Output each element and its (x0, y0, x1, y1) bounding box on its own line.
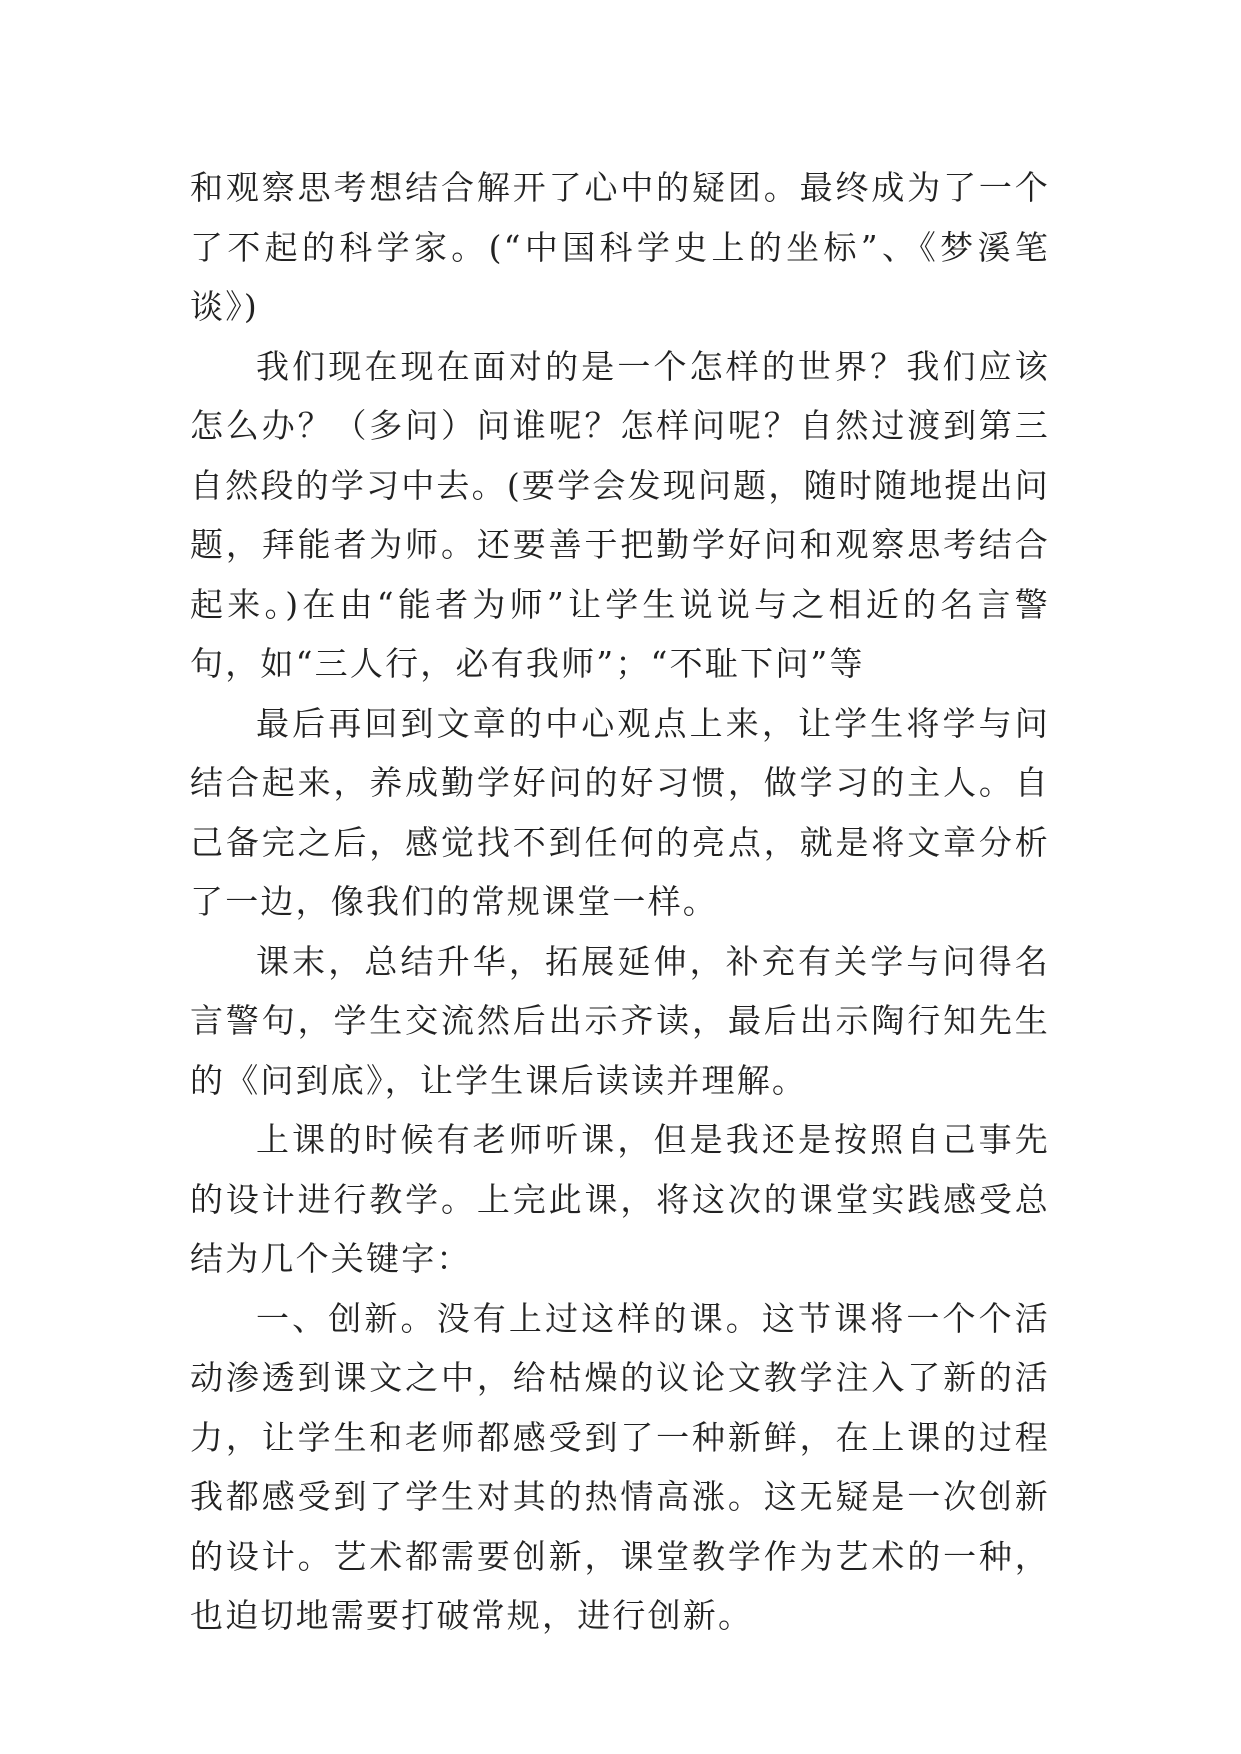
paragraph-continued: 和观察思考想结合解开了心中的疑团。最终成为了一个了不起的科学家。(“中国科学史上的坐标”、《梦溪笔谈》) (190, 168, 1050, 326)
paragraph: 上课的时候有老师听课，但是我还是按照自己事先的设计进行教学。上完此课，将这次的课堂实践感受总结为几个关键字： (190, 1120, 1050, 1278)
paragraph: 我们现在现在面对的是一个怎样的世界？我们应该怎么办？（多问）问谁呢？怎样问呢？自然过渡到第三自然段的学习中去。(要学会发现问题，随时随地提出问题，拜能者为师。还要善于把勤学好问和观察思考结合起来。)在由“能者为师”让学生说说与之相近的名言警句，如“三人行，必有我师”；“不耻下问”等 (190, 346, 1050, 683)
paragraph: 最后再回到文章的中心观点上来，让学生将学与问结合起来，养成勤学好问的好习惯，做学习的主人。自己备完之后，感觉找不到任何的亮点，就是将文章分析了一边，像我们的常规课堂一样。 (190, 703, 1050, 921)
paragraph: 一、创新。没有上过这样的课。这节课将一个个活动渗透到课文之中，给枯燥的议论文教学注入了新的活力，让学生和老师都感受到了一种新鲜，在上课的过程我都感受到了学生对其的热情高涨。这无疑是一次创新的设计。艺术都需要创新，课堂教学作为艺术的一种，也迫切地需要打破常规，进行创新。 (190, 1298, 1050, 1635)
paragraph: 课末，总结升华，拓展延伸，补充有关学与问得名言警句，学生交流然后出示齐读，最后出示陶行知先生的《问到底》，让学生课后读读并理解。 (190, 941, 1050, 1100)
document-body (190, 158, 1050, 1646)
